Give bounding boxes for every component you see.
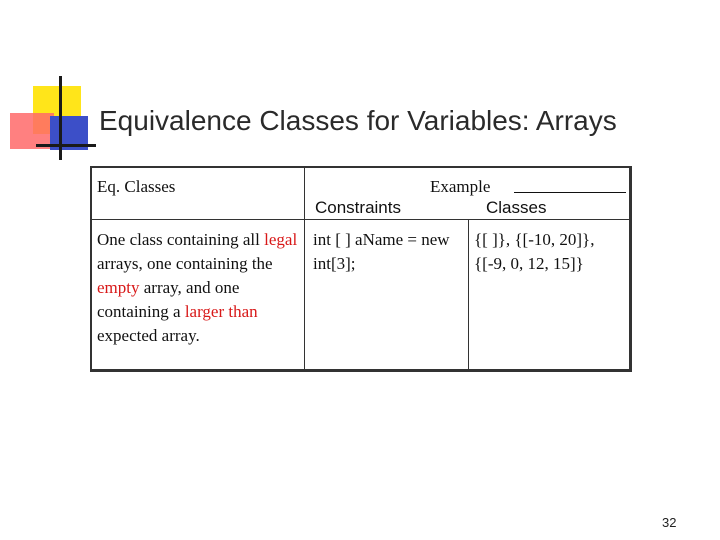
header-example: Example (430, 177, 491, 196)
logo-vertical-line (59, 76, 62, 160)
row-description (97, 228, 305, 348)
description-text: arrays, one containing the (97, 254, 273, 273)
header-constraints: Constraints (315, 198, 401, 217)
description-text: One class containing all (97, 230, 265, 249)
row-constraint: int [ ] aName = new int[3]; (313, 230, 450, 273)
description-text: expected array. (97, 326, 200, 345)
description-highlight-larger: larger than (184, 302, 258, 321)
page-number: 32 (662, 515, 677, 530)
equivalence-table (90, 166, 632, 372)
header-eq-classes: Eq. Classes (97, 177, 176, 196)
description-highlight-legal: legal (264, 230, 298, 249)
header-example-underline (514, 192, 626, 193)
slide-title: Equivalence Classes for Variables: Arrays (99, 105, 617, 136)
description-text: array, and one containing a (97, 278, 240, 321)
description-highlight-empty: empty (97, 278, 140, 297)
slide-logo (0, 0, 110, 170)
header-classes: Classes (486, 198, 547, 217)
row-classes: {[ ]}, {[-10, 20]}, {[-9, 0, 12, 15]} (474, 230, 595, 273)
logo-horizontal-line (36, 144, 96, 147)
